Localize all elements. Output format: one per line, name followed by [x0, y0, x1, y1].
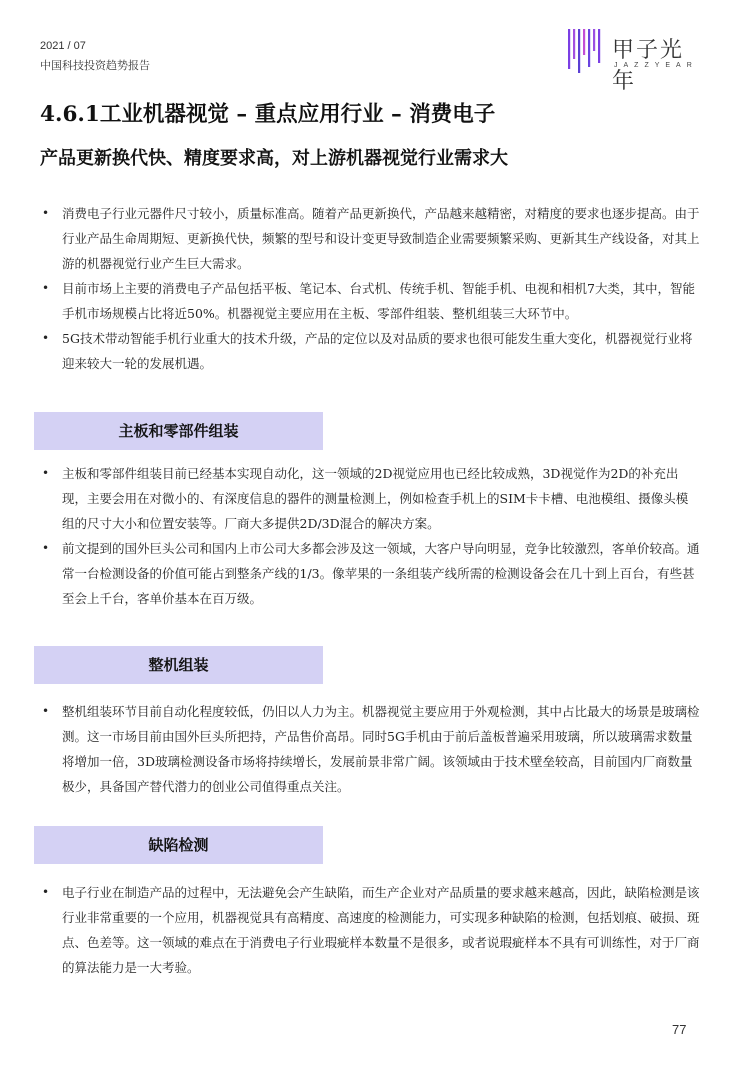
list-item: • 电子行业在制造产品的过程中，无法避免会产生缺陷，而生产企业对产品质量的要求越来越高，因此，缺陷检测是该行业非常重要的一个应用，机器视觉具有高精度、高速度的检测能力，可实现多种缺陷的检测，包括划痕、破损、斑点、色差等。这一领域的难点在于消费电子行业瑕疵样本数量不是很多，或者说瑕疵样本不具有可训练性，对于厂商的算法能力是一大考验。	[40, 880, 700, 980]
jazzyear-logo	[566, 25, 706, 94]
bullet-icon: •	[42, 331, 50, 345]
list-item: • 前文提到的国外巨头公司和国内上市公司大多都会涉及这一领域，大客户导向明显，竞争比较激烈，客单价较高。通常一台检测设备的价值可能占到整条产线的1/3。像苹果的一条组装产线所需的检测设备会在几十到上百台，有些甚至会上千台，客单价基本在百万级。	[40, 536, 700, 611]
logo-text-cn: 甲子光年	[612, 38, 685, 94]
section-heading-assembly: 整机组装	[34, 646, 323, 684]
bullet-icon: •	[42, 281, 50, 295]
logo-bars-icon	[566, 25, 606, 75]
report-name: 中国科技投资趋势报告	[40, 60, 150, 72]
page-number: 77	[672, 1022, 687, 1037]
bullet-icon: •	[42, 206, 50, 220]
bullet-icon: •	[42, 704, 50, 718]
list-item: • 目前市场上主要的消费电子产品包括平板、笔记本、台式机、传统手机、智能手机、电视和相机7大类，其中，智能手机市场规模占比将近50%。机器视觉主要应用在主板、零部件组装、整机组装三大环节中。	[40, 276, 700, 326]
list-item: • 消费电子行业元器件尺寸较小，质量标准高。随着产品更新换代，产品越来越精密，对精度的要求也逐步提高。由于行业产品生命周期短、更新换代快，频繁的型号和设计变更导致制造企业需要频繁采购、更新其生产线设备，对其上游的机器视觉行业产生巨大需求。	[40, 201, 700, 276]
defect-bullet-list	[40, 880, 700, 980]
list-item: • 整机组装环节目前自动化程度较低，仍旧以人力为主。机器视觉主要应用于外观检测，其中占比最大的场景是玻璃检测。这一市场目前由国外巨头所把持，产品售价高昂。同时5G手机由于前后盖板普遍采用玻璃，所以玻璃需求数量将增加一倍，3D玻璃检测设备市场将持续增长，发展前景非常广阔。该领域由于技术壁垒较高，目前国内厂商数量极少，具备国产替代潜力的创业公司值得重点关注。	[40, 699, 700, 799]
mainboard-bullet-list	[40, 461, 700, 611]
section-heading-defect: 缺陷检测	[34, 826, 323, 864]
bullet-icon: •	[42, 466, 50, 480]
page-subtitle: 产品更新换代快、精度要求高，对上游机器视觉行业需求大	[40, 148, 508, 169]
bullet-icon: •	[42, 541, 50, 555]
list-item: • 5G技术带动智能手机行业重大的技术升级，产品的定位以及对品质的要求也很可能发生重大变化，机器视觉行业将迎来较大一轮的发展机遇。	[40, 326, 700, 376]
bullet-icon: •	[42, 885, 50, 899]
section-heading-mainboard: 主板和零部件组装	[34, 412, 323, 450]
assembly-bullet-list	[40, 699, 700, 799]
page-title: 4.6.1工业机器视觉 – 重点应用行业 – 消费电子	[40, 102, 496, 127]
intro-bullet-list	[40, 201, 700, 376]
list-item: • 主板和零部件组装目前已经基本实现自动化，这一领域的2D视觉应用也已经比较成熟，3D视觉作为2D的补充出现，主要会用在对微小的、有深度信息的器件的测量检测上，例如检查手机上的SIM卡卡槽、电池模组、摄像头模组的尺寸大小和位置安装等。厂商大多提供2D/3D混合的解决方案。	[40, 461, 700, 536]
logo-text-en: JAZZYEAR	[614, 62, 698, 69]
report-date: 2021 / 07	[40, 40, 86, 52]
